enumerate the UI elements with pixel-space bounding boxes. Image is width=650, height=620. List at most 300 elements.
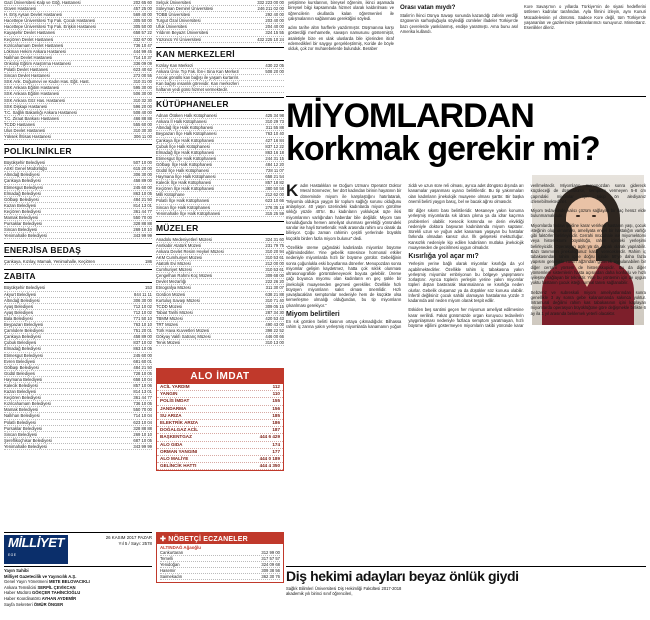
nobetci-row-name: Hasemir [160,568,176,574]
alo-imdat-row-name: ALO GIDA [160,441,183,447]
alo-imdat-row-value: 444 0 189 [259,456,280,462]
directory-row-name: SSK Ank. Doğumevi ve Kadın Has. Eğit. Hast. [4,79,90,85]
alo-imdat-row-name: YANGIN [160,391,178,397]
directory-row-value: 814 13 01 [133,389,152,395]
directory-row-name: Ankara Üniv. Tıp Fak. İbn-i Sina Kan Merkezi [156,68,240,74]
directory-row-value: 444 99 45 [133,48,152,54]
top-right-paragraph-2: Kore Savaşı’nın o yıllarda Türkiye’nin de siyasi hedeflerini üstlenen kadrolar tarafından. Ayla filmini izleyin, aynı Kunuri Mücadelesinin yıl dönümü. Sadece Kore değil, tüm Türkiye’de yaşananları ve gazilerimize şükranlarımızı sunuyoruz. Minnettarız. Esenlikler dileriz. [524,4,646,31]
directory-row-value: 315 25 59 [265,210,284,216]
directory-row-name: Altındağ Belediyesi [4,172,40,178]
directory-row-value: 814 13 01 [133,202,152,208]
directory-row-value: 425 34 98 [265,113,284,119]
directory-row-value [282,81,284,86]
article-subheading: Kısırlığa yol açar mı? [408,253,479,260]
directory-row-value: 305 50 00 [133,18,152,24]
directory-row-name: Keçiören Devlet Hastanesi [4,36,54,42]
center-text-column [288,0,394,52]
directory-row-value: 863 10 05 [133,346,152,352]
directory-row-name: Sincan Belediyesi [4,431,38,437]
nobetci-row-name: Yenidoğan [160,562,180,568]
directory-row-name: TRT Müzesi [156,322,179,328]
alo-imdat-row-value: 444 4 350 [259,463,280,469]
directory-row-value: 506 30 00 [133,91,152,97]
directory-row-name: SSK Ankara Eğitim Hastanesi [4,91,60,97]
directory-row-name: Anıtkabir Atatürk Müzesi [156,242,202,248]
alo-imdat-box [156,368,284,471]
directory-row-value: 432 225 10 24 [257,36,284,42]
directory-row-value: 763 10 40 [265,131,284,137]
alo-imdat-row-value: 155 [272,398,280,404]
directory-row-name: Hacettepe Üniversitesi Tıp Fak. Çocuk Hastanesi [4,18,96,24]
article-paragraph: “Özellikle üreme çağındaki kadınlarda miyomlar büyüme eğilimindedirler. Yine gebelik süresince hormonal etkiler nedeniyle miyomlarda hızlı bir büyüme görülür. Gebeliğinin sonra çoğunlukla eski boyutlarına dönerler. Menopozdan sonra miyomlar gelişim kaydetmez, hatta çok sıklık olunması ultrasonografide görüntüleneyecek boyuta gelebilir. Üreme çağı boyunca miyomu olan kadınların en geç şükle bir jinekolojik muayeneden geçmesi gerekliler. Özellikle hızlı büyüyen miyomların sakıt olması önemlidir. Hızlı yavaşlacakları semptomlar nedeniyle hem de küçükte olsa kemerleşme olmalığı olduğundan, bu tip miyomların çıkarılması gerekiyor.” [286,244,402,308]
alo-imdat-row-value: 186 [272,420,280,426]
directory-row-name: SSK Dişkapi Hastanesi [4,103,48,109]
directory-row-name: Çankaya Belediyesi [4,334,41,340]
directory-row-name: Çankaya Belediyesi [4,178,41,184]
main-article [286,96,646,566]
directory-row-value: 728 11 07 [265,167,284,173]
directory-row-value: 343 99 99 [133,443,152,449]
directory-row-name: Kızılcahamam Devlet Hastanesi [4,42,64,48]
directory-row-name: Yüksek İhtisas Hastanesi [4,134,51,140]
alo-imdat-row-name: POLİS İMDAT [160,398,190,404]
directory-row-value: 380 50 58 [265,186,284,192]
directory-row-name: H. Ertş Aysan Devlet Hastanesi [4,12,63,18]
directory-row-value: 361 44 77 [133,208,152,214]
article-paragraph: Sebzeriz ve subreskali miyom ameliyatlarından sonra genellikle 3 ay sonra gebe kalanamanda sakınca yoktur. İntramural değilimi rahim kas tabakasının içini kaplayan miyomlarda operasyon büyüklüğüne göre değişmekle birlikte 6 ay ila 1 yıl arasında beklemek yeterli olacaktır. [530,289,646,316]
directory-row-value: 269 10 10 [133,431,152,437]
article-paragraph: Miyomlarda tedavi şekline karar verirken hastanın yaşı, çocuk isteğinin olup olmaması, ameliyata engel bir hastalığın varlığı gibi faktörler belirleyicidir. Cerrahi müdahale ise miyomektomi veya histerektomi büyüklüğü, rahim içindeki yerleşimi belirleyicidir. Operasyon açık ya da kapalı olarak yapılabilir. Bazı tanımının jinekologunuz karar vereceklerdir. Rahim iç tabakasından rahim içine doğru içinde 50’ye daha fazla yapısını genellikle rahim ağzından girilerek uygulanabilen bir diğer cerrahi yöntem de histeroskopidir. Bu da diğer yöntemlere sistemlerin hasta açısından daha konforlu ve hızlı iyileşme sağlayan bir tekniktir. Yine bu yöntemin için de uygun yoktu hastanın çocuk isteği normal tanısı sağlanabilir. [530,222,646,286]
directory-row-value: 763 10 10 [133,322,152,328]
directory-row-value: 837 10 02 [133,340,152,346]
alo-imdat-row-name: BAŞKENTGAZ [160,434,192,440]
bottom-story-headline: Diş hekimi adayları beyaz önlük giydi [286,568,519,584]
directory-row-value: 508 40 00 [133,109,152,115]
directory-row-value: 306 30 00 [133,172,152,178]
directory-section-heading: KÜTÜPHANELER [156,97,284,111]
directory-row-value [282,75,284,80]
directory-row-name: Kayaşehir Devlet Hastanesi [4,30,56,36]
directory-row-value: 153 [145,285,152,291]
directory-row-name: T.C. Ziraat Bankası Hastanesi [4,115,60,121]
directory-row-name: Kalecik İlçe Halk Kütüphanesi [156,180,212,186]
directory-row-value: 222 26 20 [265,279,284,285]
directory-row-name: Milli Kütüphane [156,192,185,198]
directory-row-name: Keçiören Belediyesi [4,395,41,401]
directory-row-value: 466 88 88 [133,115,152,121]
directory-row-value: 336 09 09 [133,60,152,66]
newspaper-logo-sub: EGE [8,553,17,557]
directory-row-value: 507 10 00 [133,160,152,166]
directory-row-name: Beypazarı Belediyesi [4,322,44,328]
directory-row-value: 490 43 00 [265,322,284,328]
directory-row-name: Güdül İlçe Halk Kütüphanesi [156,167,209,173]
article-body [286,183,646,330]
directory-row-value: 292 40 00 [265,12,284,18]
directory-section-heading: ZABITA [4,269,152,283]
imprint-name: GÖKÇER TAHİNCİOĞLU [31,590,81,596]
directory-row-value: 203 40 00 [265,18,284,24]
directory-row-value: 332 223 00 00 [257,0,284,5]
directory-row-value: 687 10 05 [133,437,152,443]
directory-row-name: Kazan Belediyesi [4,202,37,208]
directory-row-name: T.C. Sağlık Bakanlığı Ankara Hastanesi [4,109,77,115]
directory-row-value: 714 10 37 [133,54,152,60]
directory-row-value: 484 21 50 [133,196,152,202]
imprint-staff-line [4,602,152,608]
directory-row [156,340,284,346]
alo-imdat-row-name: ORMAN YANGINI [160,448,198,454]
directory-row-value: 430 22 05 [265,62,284,68]
nobetci-eczaneler-box [156,532,284,583]
directory-row-name: Gölbaşı Belediyesi [4,364,39,370]
directory-row-name: Bala Belediyesi [4,315,33,321]
directory-row-name: Kızılay Kan Merkezi [156,62,194,68]
directory-row-value: 712 10 02 [133,309,152,315]
directory-row-name: Ankara Devlet Resim Heykel Müzesi [156,248,224,254]
imprint-name: AYHAN AYDEMİR [41,595,77,601]
directory-row-name: Kazan Belediyesi [4,389,37,395]
directory-row-name: Güdül Belediyesi [4,370,36,376]
directory-row-value: 638 21 88 [265,291,284,297]
directory-row-name: Yıldırım Beyazıt Üniversitesi [156,30,209,36]
directory-row-value: 269 10 10 [133,227,152,233]
directory-row-value: 398 22 52 [265,328,284,334]
directory-row-name: Yenimahalle Belediyesi [4,233,47,239]
directory-row-value: 202 65 60 [133,0,152,5]
article-subheading: Miyom belirtileri [286,310,340,318]
directory-row-name: Süleyman Demirel Üniversitesi [156,6,214,12]
directory-row-value: 310 31 00 [133,79,152,85]
directory-row-value: 306 11 00 [133,134,152,140]
nobetci-district: ALTINDAĞ Ağaoğlu [160,545,201,550]
directory-row-name: Etnografya Müzesi [156,285,191,291]
directory-row-name: Çamlıdere Belediyesi [4,328,44,334]
directory-row-name: ASKİ Genel Müdürlüğü [4,166,47,172]
directory-row-name: Altındağ İlçe Halk Kütüphanesi [156,125,214,131]
center-paragraph-2: adını tarihe altın harflerle yazdırmıştır. Düşmanına karşı gösterdiği merhametle, savaşın namusunu göstermiştir, asaletiyle bize en ulak uluslarda bile içlerinden itiraf edemedikleri bir saygıyı gerçekleştirmiş, Koride de böyle olduk, çok zor muharebelerde bulunduk. Beraber [288,25,394,52]
imprint-title: Yayın Sahibi [4,568,29,573]
top-right-column-1 [400,4,518,34]
directory-row-value: 736 10 47 [133,42,152,48]
nobetci-row-value: 312 99 00 [261,550,280,555]
directory-row-value: 311 55 88 [265,125,284,131]
directory-section-heading: ENERJİSA BEDAŞ [4,243,152,257]
directory-row-value: 306 30 00 [133,297,152,303]
alo-imdat-row-value: 185 [272,412,280,418]
directory-row-value: 712 10 02 [133,303,152,309]
directory-row-value: 310 13 00 [265,340,284,346]
article-paragraph: Kadın Hastalıkları ve Doğum Uzmanı Operatör Doktor Meral Sönmezer, her dört kadından birinin hayatının bir döneminde miyom ile karşılaştığını hatırlatarak, “Miyomla oldukça yaygın bir toplum sağlığı sorunu olduğunu anlaşılıyor. 40 yaşın üzerindeki kadınlarda miyom görülme sıklığı yüzde 40’tır. Bu kadınların yoklukçak üçte ikisi miyomlarının varlığından haberdar bile değildir. Miyom tanı konulduğunda hemen ameliyat olunması gerektiği yönündeki sanılar ise hayli tümetlendir. Halk arasında rahim uru olarak da biliniyor. Çoğu zaman rahimin çeşitli yerlerinde büyüklü küçüklü birden fazla miyom bulunur” dedi. [286,181,402,241]
directory-row-name: Haymana İlçe Halk Kütüphanesi [156,174,216,180]
directory-row-name: Gölbaşı İlçe Halk Kütüphanesi [156,161,213,167]
directory-row-name: Çubuk Belediyesi [4,340,37,346]
directory-row-name: Çubuk İlçe Halk Kütüphanesi [156,143,210,149]
directory-row-value: 623 10 04 [133,419,152,425]
alo-imdat-row-value: 110 [272,391,280,397]
imprint-role: Sayfa Sekreteri [4,601,33,607]
alo-imdat-row [157,413,283,420]
directory-row-value: 276 35 18 [265,204,284,210]
directory-row-name: Güven Hastanesi [4,6,37,12]
directory-row [156,87,284,93]
directory-row-name: Mamak Belediyesi [4,215,38,220]
directory-row-value: 310 32 30 [133,97,152,103]
nobetci-list [157,550,283,582]
alo-imdat-title: ALO İMDAT [157,369,283,384]
newspaper-logo [4,535,68,564]
bottom-story-body: Sağlık Bilimleri Üniversitesi Diş Hekimliği Fakültesi 2017-2018 akademik yılı birinci sınıf öğrencileri, [286,586,402,597]
directory-row-value: 508 20 00 [265,68,284,74]
masthead-divider [4,566,152,567]
directory-row-name: Nallıhan Devlet Hastanesi [4,54,53,60]
directory-row-name: Etimesgut Belediyesi [4,352,43,358]
directory-row-name: Onkoloji Eğitim Araştırma Hastanesi [4,60,71,66]
imprint-name: METE BELOVACIKLI [48,579,90,585]
directory-row-name: SSK Ankara Eğitim Hastanesi [4,85,60,91]
directory-row-value: 458 89 00 [133,334,152,340]
bottom-story [286,566,646,597]
newspaper-logo-text: MİLLİYET [8,535,65,550]
alo-imdat-row-value: 187 [272,427,280,433]
directory-row-name: TBMM Müzesi [156,315,183,321]
directory-row-value: 550 70 00 [133,215,152,220]
directory-row-name: Ayaş Belediyesi [4,309,34,315]
directory-row-name: Kan bağışı insanlık görevidir. Kan merkezleri [156,80,239,86]
directory-row-name: Devlet Mezarlığı [156,279,187,285]
directory-row-value: 728 10 05 [133,370,152,376]
directory-row [4,259,152,265]
nobetci-row-name: Saimekadın [160,574,183,580]
directory-row-value: 324 31 60 [265,236,284,242]
alo-imdat-row [157,427,283,434]
directory-row-value: 246 211 02 00 [257,6,284,12]
alo-imdat-row-name: JANDARMA [160,405,187,411]
directory-row-name: Gazi Üniversitesi Kalp ve Göğ. Hastanesi [4,0,81,5]
directory-row-name: Şereflikoçhisar Belediyesi [4,437,52,443]
directory-row-value: 623 40 62 [133,67,152,73]
directory-row-value: 658 21 54 [265,174,284,180]
nobetci-row-value: 324 09 68 [261,562,280,568]
directory-row-value: 309 68 00 [265,273,284,279]
directory-row-value: 204 40 00 [265,24,284,30]
directory-row-value: 863 10 05 [133,190,152,196]
directory-row-name: Etimesgut İlçe Halk Kütüphanesi [156,155,217,161]
alo-imdat-row-name: ALO MALİYE [160,456,189,462]
directory-row-value: 446 00 66 [265,334,284,340]
directory-row-value: 857 18 82 [265,180,284,186]
directory-row-name: Büyükşehir Belediyesi [4,160,45,166]
directory-row-name: Sincan Belediyesi [4,227,38,233]
directory-row-name: Turgut Özal Üniversitesi [156,18,201,24]
directory-row-name: Ufuk Üniversitesi [156,24,188,30]
directory-row-name: Anadolu Medeniyetleri Müzesi [156,236,212,242]
directory-row-name: Kızılcahamam Belediyesi [4,401,51,407]
directory-row-name: Polatlı Belediyesi [4,419,36,425]
directory-column-1 [4,0,152,450]
directory-row-value: 595 30 00 [133,85,152,91]
directory-row-name: Polatlı İlçe Halk Kütüphanesi [156,198,210,204]
directory-row-name: Büyükşehir Belediyesi [4,285,45,291]
nobetci-row [160,574,280,580]
alo-imdat-row-value: 112 [272,384,280,389]
directory-row-name: Yüzüncü Yıl Üniversitesi [156,36,202,42]
directory-row-name: TOBB Üniversitesi [156,12,191,18]
alo-imdat-row [157,442,283,449]
directory-row-name: Elmadağ İlçe Halk Kütüphanesi [156,149,215,155]
article-paragraph: Eskiden beş santimi geçen her miyomun ameliyat edilmesine karar verilirdi. Fakat günümüzde organ koruyucu tedavilerin yaygınlaşması nedeniyle fazlaca semptom yaratmayan, hızlı büyüme eğilimi göstermeyen miyomlarin takibi yönünde karar verilmektedir. Miyomların menopozdan sonra gidereck küçüleceği de düşünülürse, semptom vermeyen 5-8 cm çapındaki miyomlar için takip ön alediyanız izlenebilmektedirler. [408,183,646,328]
directory-row-name: Tenis Müzesi [156,340,181,346]
cross-icon: ✚ [160,535,167,543]
directory-row-name: haftanın yedi günü hizmet vermektedir. [156,87,228,93]
nobetci-row-name: Cankurtaran [160,550,184,555]
directory-row-value: 863 16 18 [265,149,284,155]
directory-row-name: Sincan İlçe Halk Kütüphanesi [156,204,211,210]
directory-row-value: 343 99 99 [133,233,152,239]
directory-row-name: Akyurt Belediyesi [4,291,37,297]
imprint-role: Ankara Temsilcisi [4,584,37,590]
directory-row-value: 857 10 06 [133,382,152,388]
directory-row-value: 332 67 00 [133,36,152,42]
alo-imdat-row-name: ACİL YARDIM [160,384,190,389]
directory-row-value: 615 20 00 [133,166,152,172]
directory-row-value: 245 60 00 [133,352,152,358]
directory-row-value: 231 79 75 [265,242,284,248]
directory-row-name: Ayaş Belediyesi [4,303,34,309]
directory-row-value: 272 00 55 [133,73,152,79]
directory-row-name: Kurtuluş Savaşı Müzesi [156,297,200,303]
directory-row [156,37,284,43]
article-paragraph: Yerleşim yerine bağlı olarak miyomlar kısırlığa da yol açabilmektedirler. Özellikle rahim iç tabakasına yakın yerleşmiş miyomlar embriyonun bu bölgeye yapışmasını zorlaştırır. Ayrıca tüplerin yerleşim yerine yakın miyomlar tüpleri dıştan bastırarak tıkanmalarına ve kısırlığa neden olurlar. Gebelik oluşamaz ya da düşükler söz konusu olabilir. İnfertil değilsiniz çocuk sahibi olamayan hastalarına yüzde 3 kadarında asıl neden miyom olarak tespit edilir. [408,261,524,303]
directory-row-name: AKM Cumhuriyet Müzesi [156,255,203,260]
alo-imdat-row-value: 174 [272,441,280,447]
directory-row-name: Etimesgut Belediyesi [4,184,43,190]
alo-imdat-row-name: SU ARIZA [160,412,182,418]
top-right-heading: Orası vatan mıydı? [400,4,456,11]
directory-row-value: 212 62 00 [265,192,284,198]
directory-section-heading: MÜZELER [156,221,284,235]
directory-row-name: Haymana Belediyesi [4,376,43,382]
directory-row-name: Türk Hava Kuvvetleri Müzesi [156,328,210,334]
nobetci-row-value: 362 30 76 [261,574,280,580]
directory-row-name: Lökman Hekim Ankara Hastanesi [4,48,66,54]
directory-row-name: SSK Ankara Göz Has. Hastanesi [4,97,65,103]
directory-row-value: 212 00 00 [265,261,284,267]
issue-number: Yıl 5 / Sayı: 2578 [118,541,152,546]
directory-row-name: Ancak gönüllü kan bağışı ile yaşam kurtarılır. [156,74,240,80]
directory-row-value: 623 10 66 [265,198,284,204]
directory-row-value: 569 40 00 [133,12,152,18]
directory-row-name: Pursaklar Belediyesi [4,425,42,431]
directory-row-value: 751 20 01 [133,328,152,334]
directory-row-value: 328 88 88 [133,221,152,227]
directory-row-name: Cumhuriyet Müzesi [156,267,192,273]
center-paragraph-1: yetiştirme kurslarının, bireysel öğrenim, ikinci aşamada bireysel bilgi kapsamında hizmet olarak kaldırılması ve öğrencilerin okullarda kalan öğretmenleri ile çalışmalarının sağlanması gerektiğini söyledi. [288,0,394,21]
directory-row-value: 324 15 55 [265,30,284,36]
alo-imdat-row [157,406,283,413]
directory-row-name: Ulus Devlet Hastanesi [4,127,46,133]
directory-row-value: 484 12 20 [265,161,284,167]
alo-imdat-row-name: GELİNCİK HATTI [160,463,197,469]
directory-row-value: 245 60 00 [133,184,152,190]
directory-row-value: 771 50 10 [133,315,152,321]
article-paragraph: Miyom tedavisinde kalıcı çözüm sağlayan bir ilaç henüz elde bulunmamaktadır. [530,208,646,219]
directory-row-name: Keçiören Belediyesi [4,208,41,214]
publication-date: 26 KASIM 2017 PAZAR [105,535,152,540]
directory-row-name: Çengelhan Rahmi Koç Müzesi [156,273,213,279]
directory-row-name: Atatürk Evi Müzesi [156,261,191,267]
masthead-meta [106,535,152,547]
imprint-role: Haber Koordinatörü [4,595,41,601]
alo-imdat-row-value: 177 [272,448,280,454]
directory-row-name: Gordion Müzesi [156,291,186,297]
directory-row-value: 309 05 15 [265,303,284,309]
alo-imdat-list [157,384,283,470]
directory-row-name: Yenimahalle Belediyesi [4,443,47,449]
nobetci-title-text: NÖBETÇİ ECZANELER [168,535,248,543]
alo-imdat-row [157,398,283,405]
directory-row-value: 310 30 30 [133,127,152,133]
imprint-name: ÖMÜR ÖNGER [33,601,64,607]
imprint-role: Genel Yayın Yönetmeni [4,579,48,585]
directory-row-value: 311 30 07 [265,285,284,291]
directory-row-value: 550 70 00 [133,407,152,413]
directory-row-value: 310 53 61 [265,255,284,260]
directory-row-value: 658 10 04 [133,376,152,382]
directory-row-value: 420 53 43 [265,315,284,321]
directory-row-value: 310 20 94 [265,248,284,254]
directory-row-value: 287 34 30 [265,309,284,315]
directory-section-heading: POLİKLİNİKLER [4,144,152,158]
directory-row-name: Yenimahalle İlçe Halk Kütüphanesi [156,210,221,216]
directory-row-name: Beypazarı İlçe Halk Kütüphanesi [156,131,217,137]
directory-row [4,233,152,239]
directory-column-2 [156,0,284,346]
directory-row-value: 844 11 11 [133,291,152,297]
alo-imdat-row [157,463,283,470]
directory-row [4,134,152,140]
directory-row-value: 361 44 77 [133,395,152,401]
directory-row-name: TCDD Müzesi [156,303,183,309]
directory-row-name: Ankara İl Halk Kütüphanesi [156,119,207,125]
nobetci-row-name: Temelli [160,556,174,562]
top-right-column-2 [524,4,646,30]
directory-row-name: Evren Belediyesi [4,358,36,364]
directory-row-value: 596 20 00 [133,103,152,109]
imprint-name: SERPİL ÇEVİKCAN [37,584,76,590]
masthead [4,532,152,607]
directory-row-name: Hacettepe Üniversitesi Tıp Fak. Erişkin Hastanesi [4,24,96,30]
headline-line-2: korkmak gerekir mi? [286,130,600,168]
directory-row-name: Gökyay Vakfı Satranç Müzesi [156,334,211,340]
imprint-company: Milliyet Gazetecilik ve Yayıncılık A.Ş. [4,573,77,579]
directory-row-value: 186 [145,259,152,265]
directory-row-name: Çankaya, Kızılay, Mamak, Yenimahalle, Keçiören [4,259,95,265]
directory-row [156,211,284,217]
directory-row [4,444,152,450]
alo-imdat-row-value: 156 [272,405,280,411]
top-right-paragraph-1: Stalin’in İkinci Dünya Savaşı sonunda kazandığı zaferin verdiği özgüvenin sarhoşluğuyla söylediği cümleler ifadeler Türkiye’de bazı çevrelerde yankılanmış, endişe yaratmıştı. Ama bunu asıl Amerika kullandı. [400,13,518,34]
nobetci-row-value: 317 57 57 [261,556,280,562]
article-paragraph: Bir diğer sıkıntı bası belirtileridir. Mesaneye yakın konuma yerleşmiş miyomlarda sık idrara çıkma ya da idrar kaçırma problemleri olabilir. Kesecik kısmında ve derin ekvikliği nedeniyle doktora başvuran kadınlarında miyom saptanır. Sürekli uzun ve yoğun adet kanaması yaşayan bu hastalar farkında olmadan kansız olur. İlk gelişeteki mektuzluğur. Kansızlık nedeniyle kip edilen kadınların mutlaka jinekolojik muayeneden de gecirilmesi uygun olmalıdır. [408,208,524,250]
imprint-role: Haber Müdürü [4,590,31,596]
article-paragraph: En sık görülen belirti kasının ortaya çıkmadığıdır. Bilhassa rahim iç zarına yakın yerleşmiş miyomlarda kanamanın yoğun ziddı ve uzun süre reli olması, ayrıca adet döngüsü dışında arı kanamalar yaşanması uyarıcı belirtilerdir. Bu tip yakınmaları olan kadınların jinekolojik muayene olması şarttır. Bir başka önemli belirti yaygın basıç, bel ve bacak ağrısı olmasıdır. [286,183,524,330]
directory-row-name: Elmadağ Belediyesi [4,190,41,196]
directory-row-value: 736 10 05 [133,401,152,407]
directory-row-value: 310 53 61 [265,267,284,273]
alo-imdat-row [157,449,283,456]
directory-row-value: 457 25 00 [133,6,152,12]
